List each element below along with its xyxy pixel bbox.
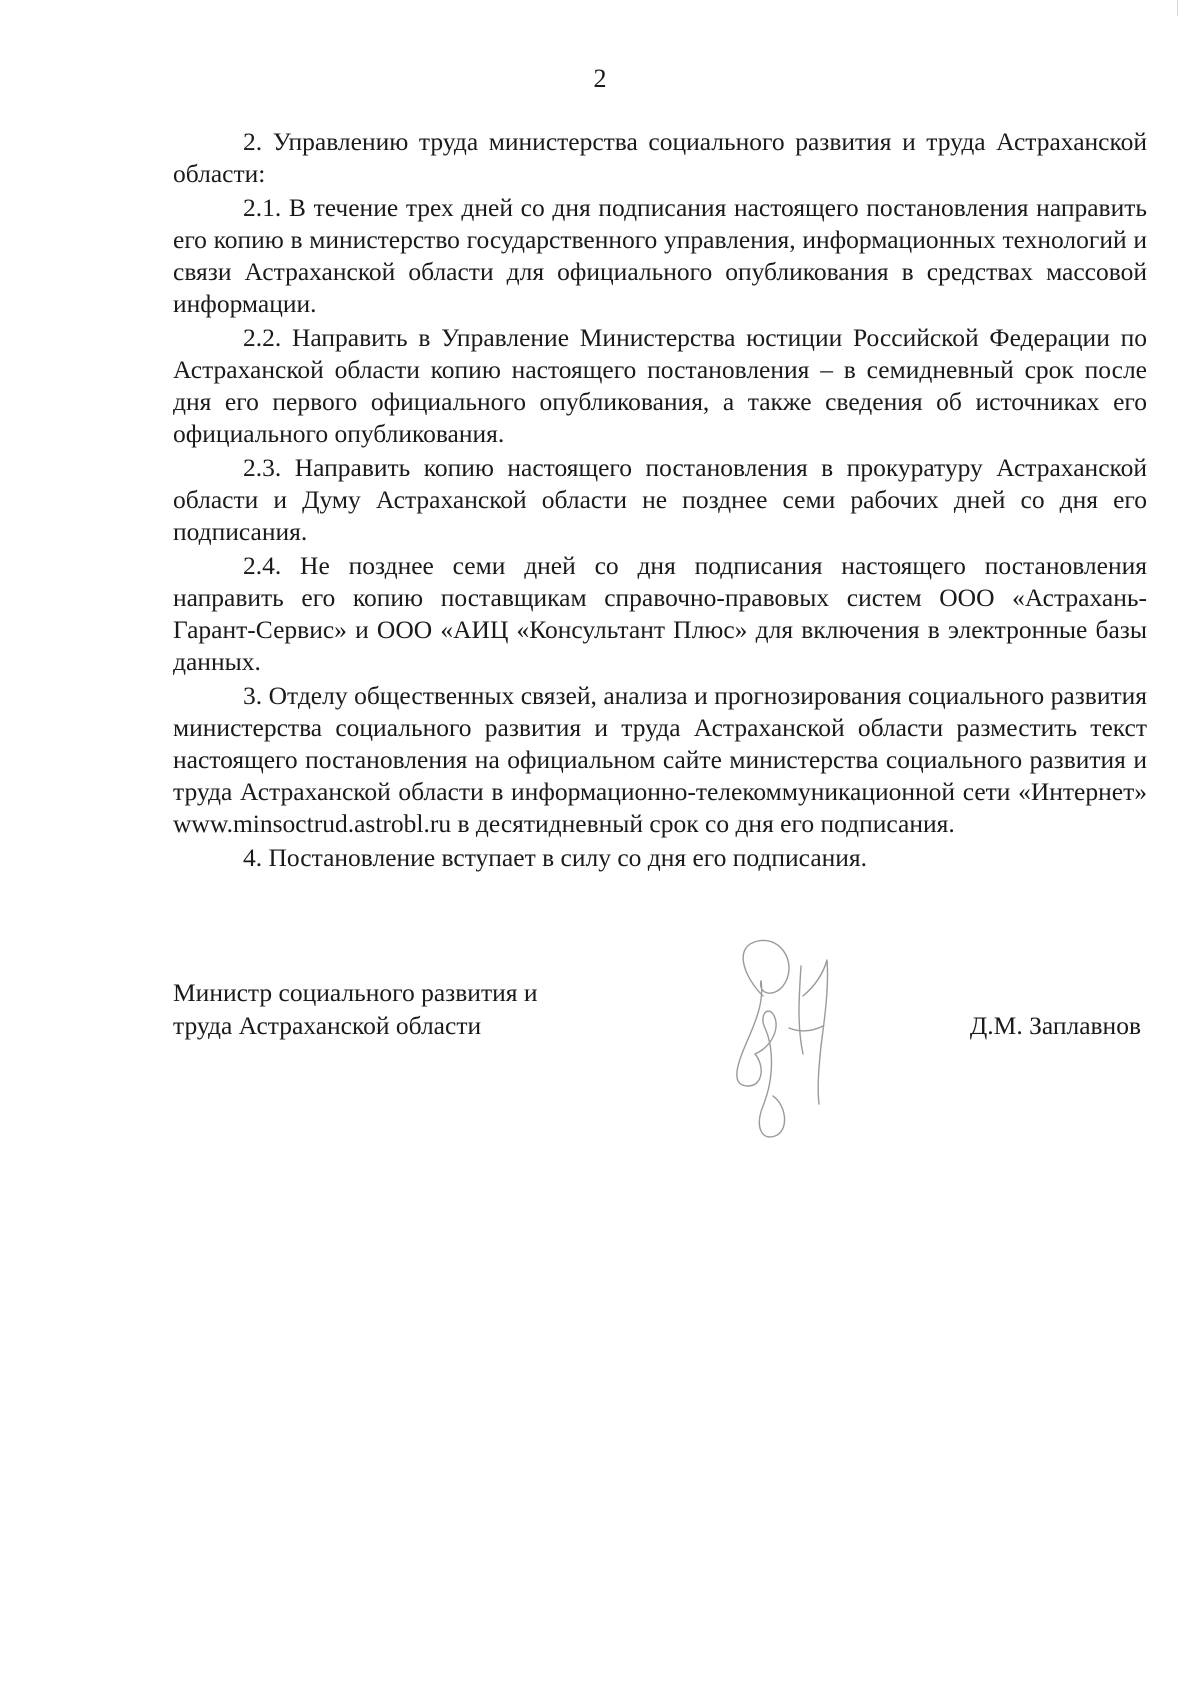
paragraph-2: 2. Управлению труда министерства социального развития и труда Астраханской области:	[173, 127, 1147, 188]
paragraph-2-3: 2.3. Направить копию настоящего постановления в прокуратуру Астраханской области и Думу Астраханской области не позднее семи рабочих дней со дня его подписания.	[173, 453, 1147, 546]
paragraph-2-2: 2.2. Направить в Управление Министерства юстиции Российской Федерации по Астраханской области копию настоящего постановления – в семидневный срок после дня его первого официального опубликования, а также сведения об источниках его официального опубликования.	[173, 323, 1147, 448]
document-body	[173, 126, 1147, 874]
scan-edge-mark	[1177, 0, 1178, 16]
signature-block	[173, 976, 1147, 1176]
paragraph-3: 3. Отделу общественных связей, анализа и прогнозирования социального развития министерства социального развития и труда Астраханской области разместить текст настоящего постановления на официальном сайте министерства социального развития и труда Астраханской области в информационно-телекоммуникационной сети «Интернет» www.minsoctrud.astrobl.ru в десятидневный срок со дня его подписания.	[173, 681, 1147, 838]
paragraph-2-4: 2.4. Не позднее семи дней со дня подписания настоящего постановления направить его копию поставщикам справочно-правовых систем ООО «Астрахань-Гарант-Сервис» и ООО «АИЦ «Консультант Плюс» для включения в электронные базы данных.	[173, 551, 1147, 676]
signatory-title	[173, 976, 633, 1042]
page-number: 2	[593, 64, 607, 93]
signatory-title-line-2: труда Астраханской области	[173, 1011, 482, 1040]
paragraph-4: 4. Постановление вступает в силу со дня его подписания.	[243, 843, 868, 872]
signatory-name: Д.М. Заплавнов	[969, 1011, 1141, 1040]
paragraph-2-1: 2.1. В течение трех дней со дня подписания настоящего постановления направить его копию в министерство государственного управления, информационных технологий и связи Астраханской области для официального опубликования в средствах массовой информации.	[173, 193, 1147, 318]
signatory-title-line-1: Министр социального развития и	[173, 978, 538, 1007]
handwritten-signature-icon	[703, 936, 863, 1156]
